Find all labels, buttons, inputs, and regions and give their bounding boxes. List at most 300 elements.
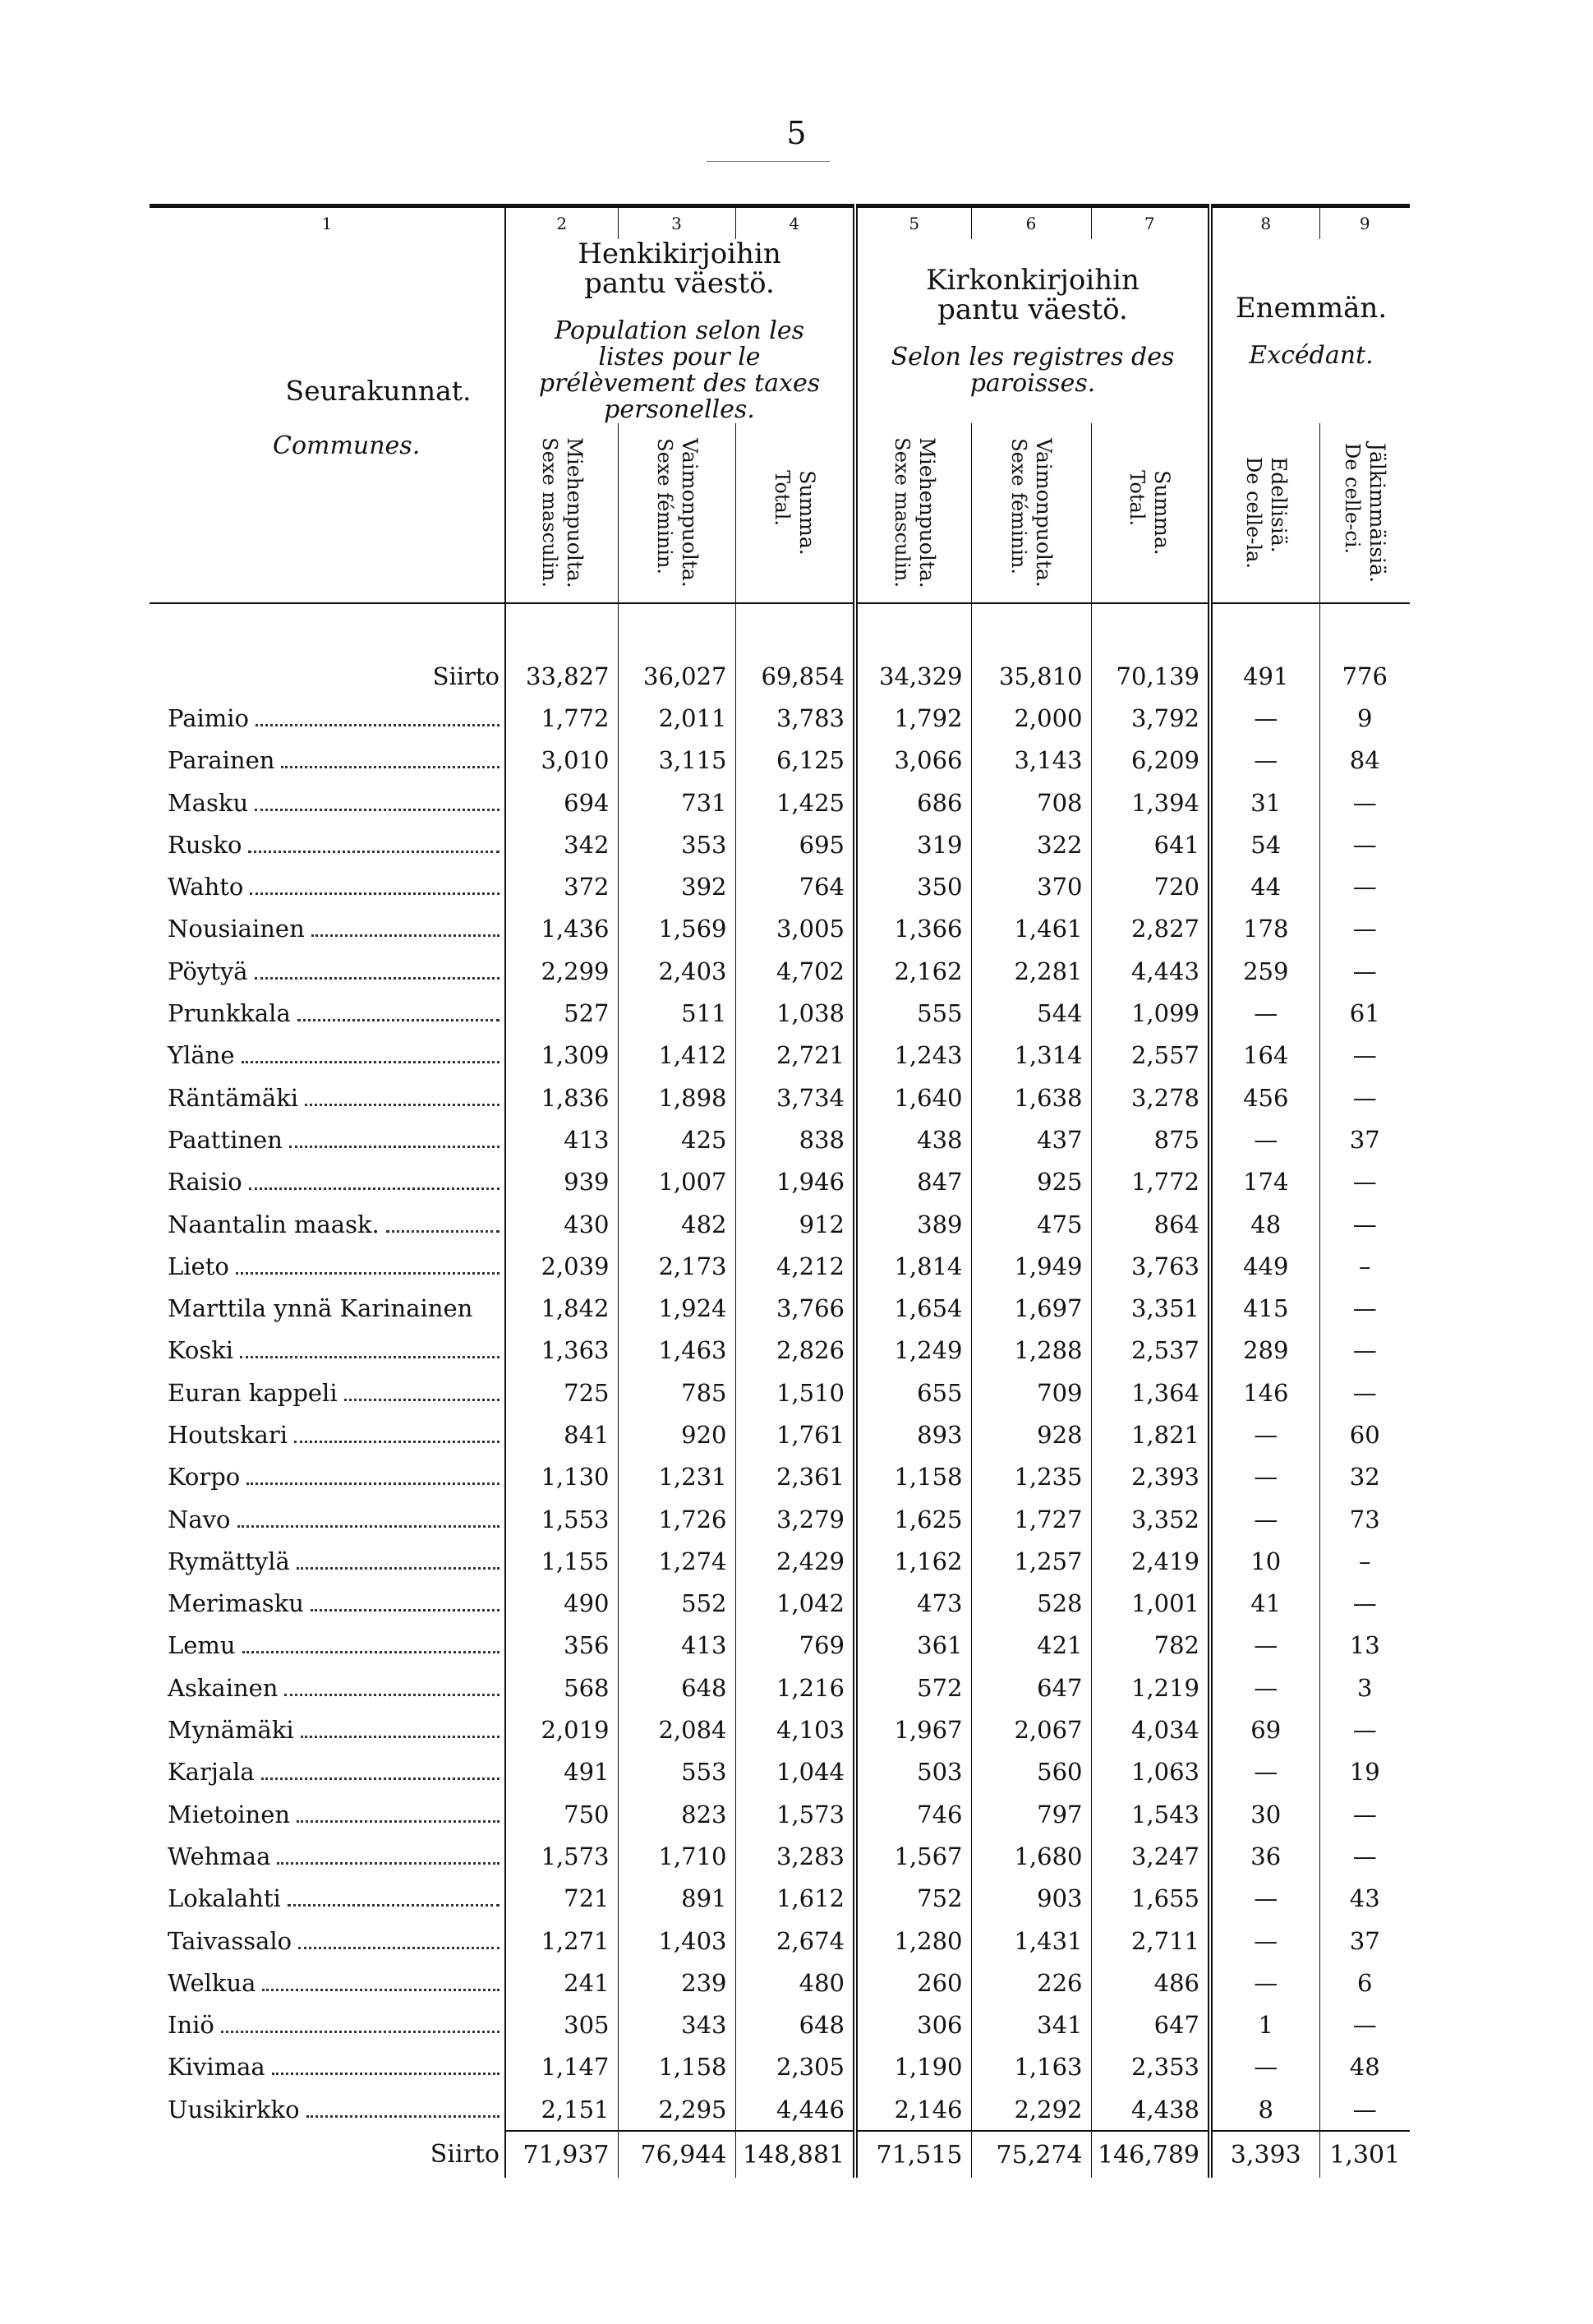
cell-col-5: 1,792 <box>855 697 971 739</box>
commune-name-cell <box>150 740 505 782</box>
cell-col-9: — <box>1319 1330 1410 1372</box>
table-row <box>150 992 1410 1034</box>
cell-col-6: 1,680 <box>971 1835 1091 1877</box>
cell-col-7: 864 <box>1091 1203 1210 1245</box>
table-row <box>150 1583 1410 1625</box>
commune-name: Korpo <box>168 1463 241 1492</box>
cell-col-4: 4,702 <box>735 950 855 992</box>
colnum-7: 7 <box>1091 206 1210 240</box>
commune-name-cell <box>150 1540 505 1582</box>
cell-col-2: 33,827 <box>505 655 618 697</box>
cell-col-6: 544 <box>971 992 1091 1034</box>
commune-name-cell <box>150 1835 505 1877</box>
commune-name: Mynämäki <box>168 1716 294 1745</box>
sub-total-fi: Summa. <box>1150 470 1175 556</box>
carry-in-row <box>150 655 1410 697</box>
cell-col-5: 2,146 <box>855 2088 971 2131</box>
cell-col-6: 226 <box>971 1962 1091 2004</box>
cell-col-4: 1,573 <box>735 1793 855 1835</box>
cell-col-5: 473 <box>855 1583 971 1625</box>
commune-name-cell <box>150 1456 505 1498</box>
commune-name-cell <box>150 1287 505 1329</box>
cell-col-9: – <box>1319 1540 1410 1582</box>
cell-col-7: 1,394 <box>1091 782 1210 823</box>
cell-col-5: 1,162 <box>855 1540 971 1582</box>
commune-name-cell <box>150 697 505 739</box>
leader-dots <box>284 1694 500 1696</box>
cell-col-7: 3,351 <box>1091 1287 1210 1329</box>
cell-col-7: 1,099 <box>1091 992 1210 1034</box>
cell-col-3: 2,084 <box>618 1708 735 1750</box>
table-row <box>150 1878 1410 1920</box>
commune-name-cell <box>150 1498 505 1540</box>
cell-col-5: 1,654 <box>855 1287 971 1329</box>
leader-dots <box>289 1146 500 1148</box>
cell-col-5: 1,640 <box>855 1077 971 1118</box>
cell-col-7: 2,393 <box>1091 1456 1210 1498</box>
cell-col-8: — <box>1210 1878 1319 1920</box>
carry-out-label: Siirto <box>430 2140 500 2170</box>
sub-former-fr: De celle-la. <box>1241 457 1265 569</box>
sub-male-2 <box>855 423 971 603</box>
cell-col-9: — <box>1319 1583 1410 1625</box>
commune-name: Rusko <box>168 830 242 859</box>
cell-col-9: 3 <box>1319 1667 1410 1708</box>
sub-total-fr: Total. <box>770 470 794 527</box>
cell-col-6: 370 <box>971 865 1091 907</box>
sub-total-fi: Summa. <box>794 470 819 556</box>
commune-name: Masku <box>168 788 249 817</box>
leader-dots <box>294 1441 500 1443</box>
cell-col-4: 1,038 <box>735 992 855 1034</box>
cell-col-2: 721 <box>505 1878 618 1920</box>
commune-name: Koski <box>168 1336 234 1365</box>
cell-col-3: 1,007 <box>618 1161 735 1203</box>
cell-col-6: 35,810 <box>971 655 1091 697</box>
cell-col-4: 2,361 <box>735 1456 855 1498</box>
cell-col-5: 555 <box>855 992 971 1034</box>
leader-dots <box>261 1778 500 1780</box>
leader-dots <box>248 851 500 853</box>
cell-col-3: 1,463 <box>618 1330 735 1372</box>
cell-col-9: 73 <box>1319 1498 1410 1540</box>
sub-former <box>1210 423 1319 603</box>
table-row <box>150 1498 1410 1540</box>
cell-col-7: 2,827 <box>1091 908 1210 950</box>
cell-col-3: 76,944 <box>618 2131 735 2178</box>
carry-in-label: Siirto <box>432 662 500 690</box>
cell-col-9: — <box>1319 823 1410 865</box>
commune-name: Lieto <box>168 1252 229 1280</box>
cell-col-5: 350 <box>855 865 971 907</box>
commune-name: Raisio <box>168 1168 242 1197</box>
colnum-1: 1 <box>150 206 505 240</box>
cell-col-8: 3,393 <box>1210 2131 1319 2178</box>
cell-col-5: 1,158 <box>855 1456 971 1498</box>
top-rule <box>707 161 830 162</box>
table-row <box>150 1708 1410 1750</box>
cell-col-3: 2,403 <box>618 950 735 992</box>
cell-col-7: 3,247 <box>1091 1835 1210 1877</box>
table-row <box>150 1413 1410 1455</box>
table-row <box>150 1751 1410 1793</box>
sub-male-fr: Sexe masculin. <box>537 437 561 588</box>
cell-col-3: 920 <box>618 1413 735 1455</box>
sub-female-fr: Sexe féminin. <box>652 438 676 574</box>
table-row <box>150 2004 1410 2046</box>
cell-col-6: 475 <box>971 1203 1091 1245</box>
cell-col-7: 486 <box>1091 1962 1210 2004</box>
commune-name-cell <box>150 1203 505 1245</box>
commune-name: Paimio <box>168 703 250 732</box>
cell-col-4: 1,510 <box>735 1372 855 1413</box>
cell-col-3: 1,569 <box>618 908 735 950</box>
cell-col-2: 1,147 <box>505 2046 618 2088</box>
cell-col-8: 146 <box>1210 1372 1319 1413</box>
group-enemman-title: Enemmän. <box>1235 292 1388 325</box>
cell-col-9: 13 <box>1319 1625 1410 1667</box>
sub-female-fi: Vaimonpuolta. <box>677 438 702 588</box>
cell-col-5: 746 <box>855 1793 971 1835</box>
leader-dots <box>281 766 500 768</box>
cell-col-8: 31 <box>1210 782 1319 823</box>
table-row <box>150 1456 1410 1498</box>
commune-name: Pöytyä <box>168 957 248 985</box>
commune-name-cell <box>150 992 505 1034</box>
cell-col-9: — <box>1319 1287 1410 1329</box>
cell-col-7: 1,543 <box>1091 1793 1210 1835</box>
cell-col-3: 36,027 <box>618 655 735 697</box>
cell-col-7: 70,139 <box>1091 655 1210 697</box>
cell-col-5: 1,249 <box>855 1330 971 1372</box>
cell-col-2: 1,836 <box>505 1077 618 1118</box>
leader-dots <box>297 1820 500 1823</box>
cell-col-9: 37 <box>1319 1118 1410 1160</box>
cell-col-2: 342 <box>505 823 618 865</box>
cell-col-4: 69,854 <box>735 655 855 697</box>
cell-col-9: — <box>1319 1372 1410 1413</box>
cell-col-6: 1,257 <box>971 1540 1091 1582</box>
commune-name-cell <box>150 865 505 907</box>
cell-col-2: 694 <box>505 782 618 823</box>
cell-col-8: 44 <box>1210 865 1319 907</box>
column-number-row <box>150 206 1410 240</box>
cell-col-8: 289 <box>1210 1330 1319 1372</box>
cell-col-9: — <box>1319 1077 1410 1118</box>
cell-col-6: 560 <box>971 1751 1091 1793</box>
cell-col-6: 437 <box>971 1118 1091 1160</box>
cell-col-3: 2,295 <box>618 2088 735 2131</box>
cell-col-2: 1,436 <box>505 908 618 950</box>
sub-total-1 <box>735 423 855 603</box>
cell-col-8: 164 <box>1210 1035 1319 1077</box>
cell-col-3: 1,726 <box>618 1498 735 1540</box>
table-row <box>150 1372 1410 1413</box>
cell-col-3: 1,231 <box>618 1456 735 1498</box>
cell-col-4: 3,766 <box>735 1287 855 1329</box>
commune-name: Lokalahti <box>168 1884 281 1913</box>
commune-name: Paattinen <box>168 1125 283 1154</box>
cell-col-4: 2,305 <box>735 2046 855 2088</box>
cell-col-2: 1,573 <box>505 1835 618 1877</box>
cell-col-9: — <box>1319 782 1410 823</box>
commune-name-cell <box>150 1161 505 1203</box>
commune-name: Iniö <box>168 2011 214 2040</box>
cell-col-9: 9 <box>1319 697 1410 739</box>
cell-col-5: 71,515 <box>855 2131 971 2178</box>
colnum-9: 9 <box>1319 206 1410 240</box>
table-row <box>150 1793 1410 1835</box>
cell-col-5: 389 <box>855 1203 971 1245</box>
cell-col-6: 1,431 <box>971 1920 1091 1962</box>
cell-col-4: 1,425 <box>735 782 855 823</box>
cell-col-2: 1,155 <box>505 1540 618 1582</box>
cell-col-5: 319 <box>855 823 971 865</box>
col1-label-fi: Seurakunnat. <box>285 375 472 407</box>
commune-name-cell <box>150 950 505 992</box>
cell-col-7: 1,655 <box>1091 1878 1210 1920</box>
cell-col-7: 1,821 <box>1091 1413 1210 1455</box>
commune-name: Wahto <box>168 873 244 901</box>
leader-dots <box>242 1061 500 1063</box>
cell-col-6: 2,000 <box>971 697 1091 739</box>
cell-col-8: — <box>1210 1498 1319 1540</box>
table-row <box>150 1287 1410 1329</box>
cell-col-7: 782 <box>1091 1625 1210 1667</box>
commune-name: Mietoinen <box>168 1800 291 1828</box>
sub-female-2 <box>971 423 1091 603</box>
cell-col-9: — <box>1319 2004 1410 2046</box>
commune-name-cell <box>150 1077 505 1118</box>
cell-col-9: 32 <box>1319 1456 1410 1498</box>
cell-col-9: — <box>1319 1835 1410 1877</box>
cell-col-4: 2,826 <box>735 1330 855 1372</box>
cell-col-3: 731 <box>618 782 735 823</box>
group-kirkko-title-fr: Selon les registres des paroisses. <box>891 343 1175 398</box>
table-row <box>150 782 1410 823</box>
cell-col-5: 438 <box>855 1118 971 1160</box>
cell-col-8: 449 <box>1210 1245 1319 1287</box>
cell-col-5: 686 <box>855 782 971 823</box>
cell-col-9: 61 <box>1319 992 1410 1034</box>
cell-col-5: 2,162 <box>855 950 971 992</box>
leader-dots <box>256 724 500 726</box>
cell-col-2: 568 <box>505 1667 618 1708</box>
cell-col-4: 2,429 <box>735 1540 855 1582</box>
commune-name-cell <box>150 908 505 950</box>
sub-latter <box>1319 423 1410 603</box>
leader-dots <box>288 1904 500 1907</box>
cell-col-5: 361 <box>855 1625 971 1667</box>
commune-name-cell <box>150 2004 505 2046</box>
group-title-row <box>150 239 1410 423</box>
leader-dots <box>262 1989 500 1991</box>
population-table <box>150 204 1410 2178</box>
sub-former-fi: Edellisiä. <box>1266 457 1291 553</box>
leader-dots <box>250 892 500 895</box>
commune-name: Yläne <box>168 1041 235 1070</box>
commune-name-cell <box>150 1118 505 1160</box>
table-row <box>150 1077 1410 1118</box>
sub-total-2 <box>1091 423 1210 603</box>
cell-col-3: 1,274 <box>618 1540 735 1582</box>
commune-name-cell <box>150 1245 505 1287</box>
subheader-row <box>150 423 1410 603</box>
cell-col-7: 1,001 <box>1091 1583 1210 1625</box>
cell-col-2: 1,363 <box>505 1330 618 1372</box>
cell-col-8: 1 <box>1210 2004 1319 2046</box>
colnum-6: 6 <box>971 206 1091 240</box>
cell-col-3: 2,173 <box>618 1245 735 1287</box>
cell-col-6: 1,638 <box>971 1077 1091 1118</box>
cell-col-8: 8 <box>1210 2088 1319 2131</box>
cell-col-8: — <box>1210 1920 1319 1962</box>
sub-female-fr: Sexe féminin. <box>1007 438 1030 574</box>
cell-col-4: 1,612 <box>735 1878 855 1920</box>
cell-col-2: 1,309 <box>505 1035 618 1077</box>
cell-col-2: 750 <box>505 1793 618 1835</box>
leader-dots <box>311 1609 500 1612</box>
cell-col-2: 490 <box>505 1583 618 1625</box>
cell-col-7: 2,353 <box>1091 2046 1210 2088</box>
leader-dots <box>297 1567 500 1570</box>
commune-name: Welkua <box>168 1968 256 1997</box>
cell-col-4: 1,044 <box>735 1751 855 1793</box>
cell-col-5: 1,243 <box>855 1035 971 1077</box>
cell-col-6: 1,288 <box>971 1330 1091 1372</box>
cell-col-3: 1,710 <box>618 1835 735 1877</box>
cell-col-4: 1,216 <box>735 1667 855 1708</box>
cell-col-9: 43 <box>1319 1878 1410 1920</box>
cell-col-5: 1,280 <box>855 1920 971 1962</box>
cell-col-9: 19 <box>1319 1751 1410 1793</box>
cell-col-2: 241 <box>505 1962 618 2004</box>
cell-col-3: 823 <box>618 1793 735 1835</box>
cell-col-2: 2,299 <box>505 950 618 992</box>
cell-col-7: 1,364 <box>1091 1372 1210 1413</box>
cell-col-7: 2,557 <box>1091 1035 1210 1077</box>
group-henki <box>505 239 855 423</box>
cell-col-9: — <box>1319 950 1410 992</box>
cell-col-6: 528 <box>971 1583 1091 1625</box>
cell-col-2: 3,010 <box>505 740 618 782</box>
sub-male-fi: Miehenpuolta. <box>914 437 939 588</box>
commune-name-cell <box>150 2088 505 2131</box>
leader-dots <box>246 1482 500 1485</box>
cell-col-8: 48 <box>1210 1203 1319 1245</box>
cell-col-2: 430 <box>505 1203 618 1245</box>
cell-col-4: 4,446 <box>735 2088 855 2131</box>
table-row <box>150 1540 1410 1582</box>
cell-col-8: — <box>1210 2046 1319 2088</box>
cell-col-8: — <box>1210 1751 1319 1793</box>
table-row <box>150 1835 1410 1877</box>
commune-name-cell <box>150 1708 505 1750</box>
cell-col-5: 1,366 <box>855 908 971 950</box>
cell-col-8: 41 <box>1210 1583 1319 1625</box>
table-row <box>150 1625 1410 1667</box>
cell-col-6: 925 <box>971 1161 1091 1203</box>
cell-col-5: 34,329 <box>855 655 971 697</box>
cell-col-6: 1,235 <box>971 1456 1091 1498</box>
cell-col-7: 4,034 <box>1091 1708 1210 1750</box>
cell-col-6: 1,163 <box>971 2046 1091 2088</box>
commune-name: Karjala <box>168 1758 255 1787</box>
cell-col-3: 553 <box>618 1751 735 1793</box>
cell-col-8: — <box>1210 1962 1319 2004</box>
table-row <box>150 1161 1410 1203</box>
colnum-2: 2 <box>505 206 618 240</box>
cell-col-3: 1,403 <box>618 1920 735 1962</box>
cell-col-6: 2,292 <box>971 2088 1091 2131</box>
sub-female-1 <box>618 423 735 603</box>
cell-col-4: 2,721 <box>735 1035 855 1077</box>
commune-name: Euran kappeli <box>168 1378 338 1407</box>
leader-dots <box>237 1525 500 1528</box>
cell-col-5: 655 <box>855 1372 971 1413</box>
table-row <box>150 823 1410 865</box>
commune-name-cell <box>150 1667 505 1708</box>
cell-col-9: — <box>1319 1203 1410 1245</box>
cell-col-8: — <box>1210 1625 1319 1667</box>
cell-col-6: 647 <box>971 1667 1091 1708</box>
cell-col-9: 37 <box>1319 1920 1410 1962</box>
cell-col-4: 2,674 <box>735 1920 855 1962</box>
cell-col-9: — <box>1319 1793 1410 1835</box>
cell-col-7: 6,209 <box>1091 740 1210 782</box>
cell-col-8: — <box>1210 1118 1319 1160</box>
cell-col-6: 75,274 <box>971 2131 1091 2178</box>
table-row <box>150 1035 1410 1077</box>
cell-col-7: 1,219 <box>1091 1667 1210 1708</box>
cell-col-4: 480 <box>735 1962 855 2004</box>
cell-col-4: 4,212 <box>735 1245 855 1287</box>
cell-col-2: 527 <box>505 992 618 1034</box>
cell-col-4: 769 <box>735 1625 855 1667</box>
cell-col-4: 6,125 <box>735 740 855 782</box>
commune-name: Wehmaa <box>168 1842 271 1870</box>
cell-col-7: 2,537 <box>1091 1330 1210 1372</box>
table-row <box>150 697 1410 739</box>
cell-col-4: 3,283 <box>735 1835 855 1877</box>
cell-col-2: 725 <box>505 1372 618 1413</box>
cell-col-3: 413 <box>618 1625 735 1667</box>
cell-col-7: 720 <box>1091 865 1210 907</box>
cell-col-3: 353 <box>618 823 735 865</box>
cell-col-2: 1,553 <box>505 1498 618 1540</box>
cell-col-4: 912 <box>735 1203 855 1245</box>
leader-dots <box>311 934 500 937</box>
commune-name-cell <box>150 2046 505 2088</box>
cell-col-3: 482 <box>618 1203 735 1245</box>
sub-male-1 <box>505 423 618 603</box>
commune-name: Lemu <box>168 1631 236 1660</box>
leader-dots <box>272 2073 500 2075</box>
cell-col-9: 48 <box>1319 2046 1410 2088</box>
cell-col-2: 2,019 <box>505 1708 618 1750</box>
cell-col-8: — <box>1210 1667 1319 1708</box>
cell-col-6: 2,281 <box>971 950 1091 992</box>
cell-col-4: 3,734 <box>735 1077 855 1118</box>
commune-name: Marttila ynnä Karinainen <box>168 1294 473 1323</box>
cell-col-7: 3,278 <box>1091 1077 1210 1118</box>
cell-col-4: 1,042 <box>735 1583 855 1625</box>
cell-col-8: 178 <box>1210 908 1319 950</box>
cell-col-8: — <box>1210 992 1319 1034</box>
cell-col-2: 2,151 <box>505 2088 618 2131</box>
leader-dots <box>301 1736 500 1738</box>
table-row <box>150 1330 1410 1372</box>
